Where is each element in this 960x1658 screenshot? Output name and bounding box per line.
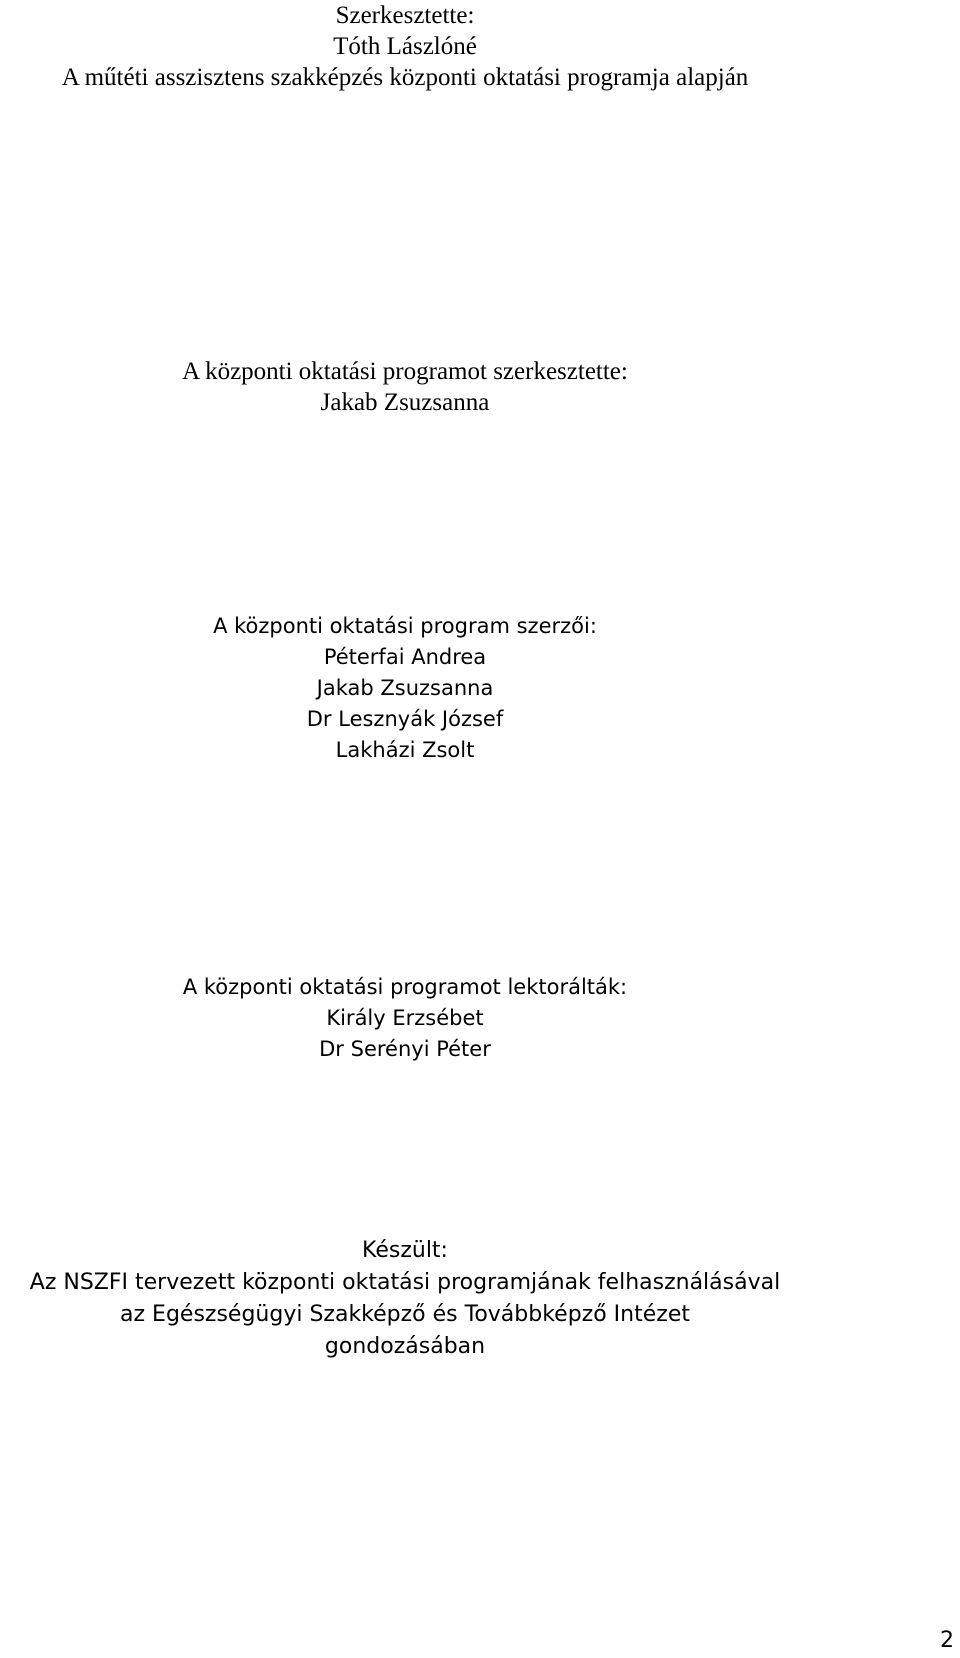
made-line: gondozásában — [324, 1334, 486, 1359]
authors-block — [0, 611, 810, 766]
curriculum-editor-name: Jakab Zsuzsanna — [320, 389, 490, 416]
page-number: 2 — [940, 1628, 954, 1653]
editor-basis-note: A műtéti asszisztens szakképzés központi oktatási programja alapján — [61, 64, 749, 91]
author-name: Péterfai Andrea — [323, 645, 487, 669]
reviewer-name: Dr Serényi Péter — [319, 1037, 491, 1061]
editor-name: Tóth Lászlóné — [333, 33, 477, 60]
made-heading: Készült: — [362, 1238, 448, 1263]
curriculum-editor-block — [0, 356, 810, 418]
authors-heading: A központi oktatási program szerzői: — [213, 614, 597, 638]
author-name: Lakházi Zsolt — [335, 738, 475, 762]
reviewers-heading: A központi oktatási programot lektorálták: — [182, 975, 628, 999]
reviewer-name: Király Erzsébet — [326, 1006, 484, 1030]
made-line: Az NSZFI tervezett központi oktatási programjának felhasználásával — [29, 1270, 781, 1295]
made-line: az Egészségügyi Szakképző és Továbbképző Intézet — [120, 1302, 690, 1327]
reviewers-block — [0, 972, 810, 1065]
author-name: Jakab Zsuzsanna — [316, 676, 494, 700]
curriculum-editor-heading: A központi oktatási programot szerkesztette: — [182, 358, 628, 385]
editor-credit-block — [0, 0, 810, 93]
editor-heading: Szerkesztette: — [335, 2, 475, 29]
made-by-block — [0, 1235, 810, 1363]
author-name: Dr Lesznyák József — [306, 707, 504, 731]
